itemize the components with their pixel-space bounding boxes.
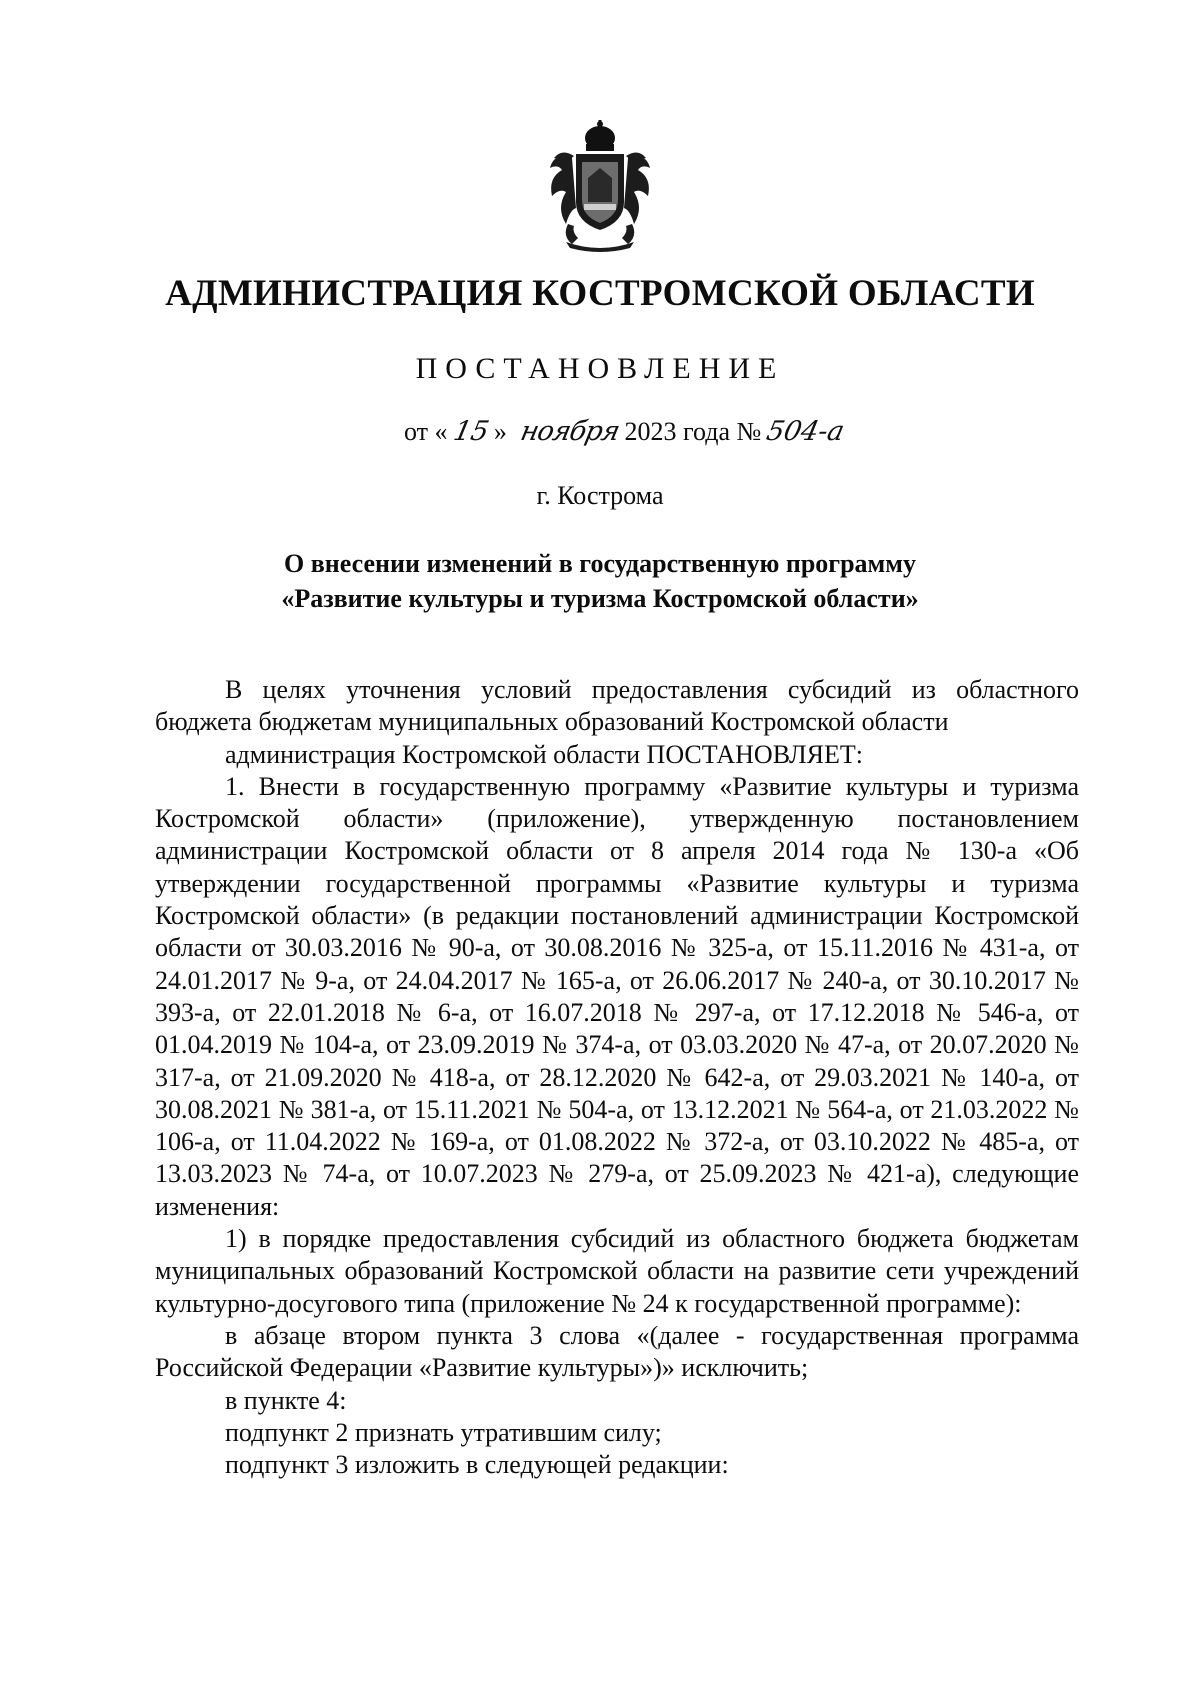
date-close: »	[493, 417, 507, 446]
paragraph-purpose: В целях уточнения условий предоставления субсидий из областного бюджета бюджетам муниципальных образований Костромской области	[155, 675, 1079, 737]
coat-of-arms-emblem	[532, 118, 668, 254]
paragraph-item-1: 1. Внести в государственную программу «Развитие культуры и туризма Костромской области» (приложение), утвержденную постановлением администрации Костромской области от 8 апреля 2014 года № 130-а «Об утверждении государственной программы «Развитие культуры и туризма Костромской области» (в редакции постановлений администрации Костромской области от 30.03.2016 № 90-а, от 30.08.2016 № 325-а, от 15.11.2016 № 431-а, от 24.01.2017 № 9-а, от 24.04.2017 № 165-а, от 26.06.2017 № 240-а, от 30.10.2017 № 393-а, от 22.01.2018 № 6-а, от 16.07.2018 № 297-а, от 17.12.2018 № 546-а, от 01.04.2019 № 104-а, от 23.09.2019 № 374-а, от 03.03.2020 № 47-а, от 20.07.2020 № 317-а, от 21.09.2020 № 418-а, от 28.12.2020 № 642-а, от 29.03.2021 № 140-а, от 30.08.2021 № 381-а, от 15.11.2021 № 504-а, от 13.12.2021 № 564-а, от 21.03.2022 № 106-а, от 11.04.2022 № 169-а, от 01.08.2022 № 372-а, от 03.10.2022 № 485-а, от 13.03.2023 № 74-а, от 10.07.2023 № 279-а, от 25.09.2023 № 421-а), следующие изменения:	[155, 771, 1079, 1221]
date-day-handwritten: 15	[450, 416, 492, 447]
date-year: 2023 года №	[624, 417, 762, 446]
paragraph-subpoint-3: подпункт 3 изложить в следующей редакции:	[225, 1450, 729, 1480]
paragraph-point-3: в абзаце втором пункта 3 слова «(далее - государственная программа Российской Федерации «Развитие культуры»)» исключить;	[155, 1320, 1079, 1383]
subject-line-1: О внесении изменений в государственную программу	[284, 549, 916, 578]
date-line	[404, 416, 848, 447]
document-body	[155, 674, 1079, 1481]
subject-line-2: «Развитие культуры и туризма Костромской области»	[281, 584, 919, 613]
date-prefix: от «	[404, 417, 448, 446]
date-month-handwritten: ноября	[517, 416, 622, 447]
document-type: ПОСТАНОВЛЕНИЕ	[415, 352, 785, 385]
document-number-handwritten: 504-а	[764, 416, 848, 447]
document-subject	[0, 546, 1200, 616]
organization-title: АДМИНИСТРАЦИЯ КОСТРОМСКОЙ ОБЛАСТИ	[165, 273, 1035, 314]
paragraph-resolves: администрация Костромской области ПОСТАНОВЛЯЕТ:	[225, 739, 864, 769]
city-name: г. Кострома	[536, 481, 664, 510]
paragraph-subpoint-2: подпункт 2 признать утратившим силу;	[225, 1417, 662, 1447]
paragraph-subitem-1: 1) в порядке предоставления субсидий из областного бюджета бюджетам муниципальных образований Костромской области на развитие сети учреждений культурно-досугового типа (приложение № 24 к государственной программе):	[155, 1224, 1079, 1318]
paragraph-point-4: в пункте 4:	[225, 1385, 347, 1415]
